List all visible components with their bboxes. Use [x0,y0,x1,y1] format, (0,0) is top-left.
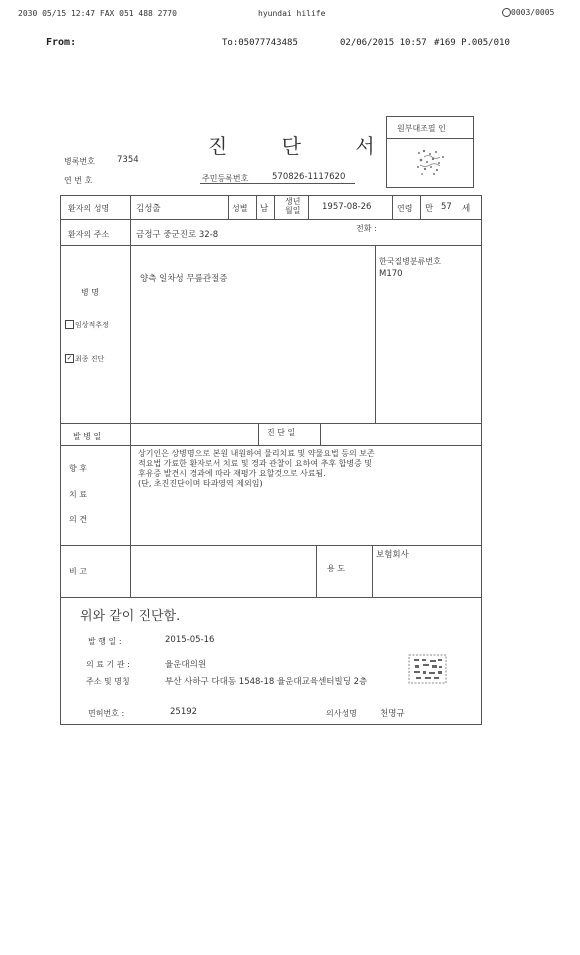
address2-value: 부산 사하구 다대동 1548-18 율운대교육센터빌딩 2층 [165,677,368,687]
seal-label: 원부대조필 인 [397,124,446,133]
doctor-name: 천명규 [380,709,405,719]
address-value: 금정구 중군진로 32-8 [136,230,219,240]
record-no-label: 병록번호 [64,157,95,166]
serial-no-label: 연 번 호 [64,176,93,185]
remarks-label: 비 고 [69,567,87,576]
kcd-label: 한국질병분류번호 [379,257,441,266]
sex-value: 남 [260,204,269,214]
age-prefix: 만 [425,204,434,214]
purpose-value: 보험회사 [376,550,409,560]
kcd-value: M170 [379,269,403,279]
rrn-label: 주민등록번호 [202,174,249,183]
diag-date-label: 진 단 일 [267,428,296,437]
disease-label: 병 명 [81,288,99,297]
document-title: 진 단 서 [208,134,399,158]
issue-date-value: 2015-05-16 [165,635,215,645]
license-label: 면허번호 : [88,709,125,718]
rrn-value: 570826-1117620 [272,172,346,182]
seal-stamp [410,145,450,179]
prognosis-label-2: 치 료 [69,490,87,499]
purpose-label: 용 도 [327,564,345,573]
transmission-to: To:05077743485 [222,38,298,48]
final-label: 최종 진단 [75,355,105,363]
from-label: From: [46,37,77,48]
dob-label: 생년 월일 [285,197,301,215]
prognosis-line: 상기인은 상병명으로 본원 내원하여 물리치료 및 약물요법 등의 보존 [138,449,375,458]
institution-label: 의 료 기 관 : [86,660,130,669]
clinical-checkbox[interactable] [65,320,74,329]
license-value: 25192 [170,707,198,717]
age-suffix: 세 [462,204,471,214]
prognosis-line: (단, 초진진단이며 타과영역 제외임) [138,479,263,488]
institution-stamp [406,652,450,686]
doctor-label: 의사성명 [326,709,357,718]
dob-value: 1957-08-26 [322,202,372,212]
address-label: 환자의 주소 [68,230,110,239]
issue-date-label: 발 행 일 : [88,637,122,646]
age-value: 57 [441,202,452,212]
prognosis-text [138,449,478,489]
address2-label: 주소 및 명칭 [86,677,130,686]
fax-page-icon [502,8,511,17]
prognosis-label-1: 향 후 [69,464,87,473]
declaration: 위와 같이 진단함. [80,609,181,624]
patient-name-value: 김성출 [136,204,161,214]
transmission-page: #169 P.005/010 [434,38,510,48]
prognosis-line: 후유증 발견시 경과에 따라 재평가 요할것으로 사료됨. [138,469,326,478]
age-label: 연령 [397,204,413,213]
diagnosis-value: 양측 일차성 무릎관절증 [140,274,228,284]
fax-sender: hyundai hilife [258,9,326,18]
fax-page-number: 0003/0005 [502,8,554,17]
record-no-value: 7354 [117,155,139,165]
patient-name-label: 환자의 성명 [68,204,110,213]
phone-label: 전화 : [356,224,377,233]
fax-timestamp: 2030 05/15 12:47 FAX 051 488 2770 [18,9,177,18]
onset-label: 발 병 일 [73,432,102,441]
sex-label: 성별 [232,204,248,213]
prognosis-line: 적요법 가료한 환자로서 치료 및 경과 관찰이 요하여 추후 합병증 및 [138,459,373,468]
prognosis-label-3: 의 견 [69,515,87,524]
institution-value: 율운대의원 [165,660,207,670]
transmission-datetime: 02/06/2015 10:57 [340,38,427,48]
clinical-label: 임상적추정 [75,321,109,329]
final-checkbox[interactable]: ✓ [66,354,73,362]
